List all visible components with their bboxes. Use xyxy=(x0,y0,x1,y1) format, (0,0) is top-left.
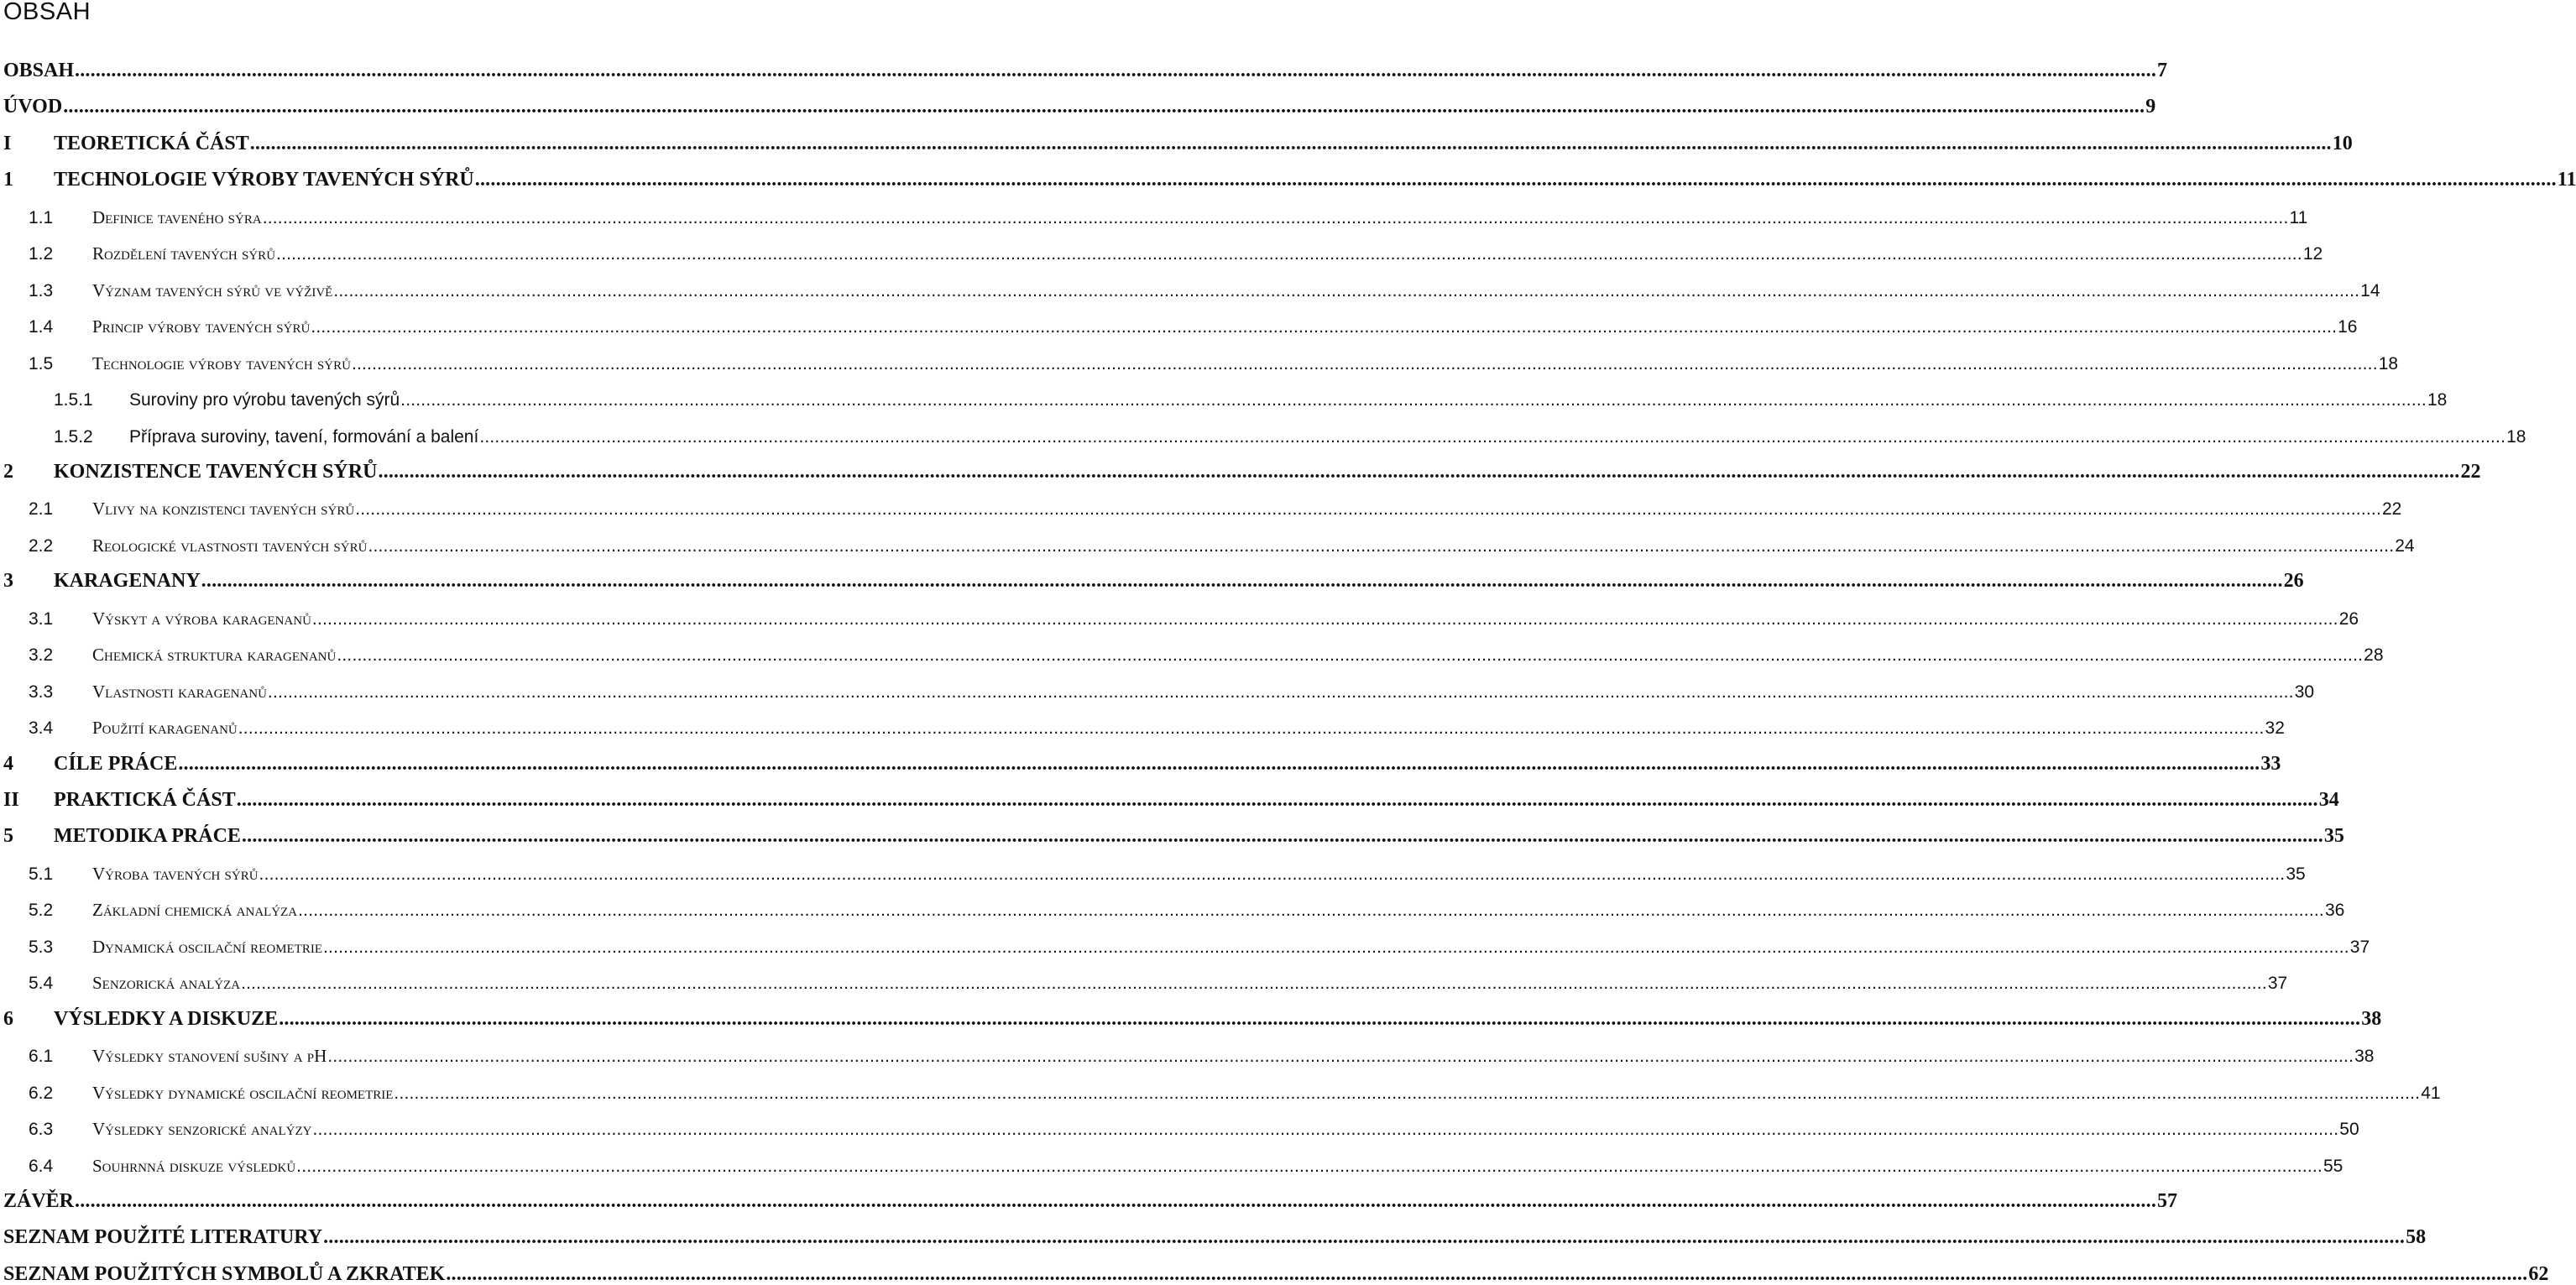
dot-leader: ................................................................................................................................................................................................................................................................................................................................................................................................................ xyxy=(236,789,2318,811)
toc-entry-title: KONZISTENCE TAVENÝCH SÝRŮ xyxy=(54,460,378,483)
toc-entry[interactable] xyxy=(0,674,2315,702)
toc-entry-page: 11 xyxy=(2289,207,2308,227)
toc-entry[interactable] xyxy=(0,455,2481,483)
dot-leader: ................................................................................................................................................................................................................................................................................................................................................................................................................ xyxy=(267,682,2294,702)
toc-entry-title: Suroviny pro výrobu tavených sýrů xyxy=(129,390,400,410)
toc-entry-title: Princip výroby tavených sýrů xyxy=(92,316,311,337)
toc-entry-page: 55 xyxy=(2323,1156,2343,1176)
toc-entry-title: TECHNOLOGIE VÝROBY TAVENÝCH SÝRŮ xyxy=(54,169,474,191)
toc-entry-title: Souhrnná diskuze výsledků xyxy=(92,1155,296,1176)
toc-entry[interactable] xyxy=(0,856,2306,884)
toc-entry[interactable] xyxy=(0,1002,2382,1030)
dot-leader: ................................................................................................................................................................................................................................................................................................................................................................................................................ xyxy=(323,1226,2406,1249)
toc-entry-title: Senzorická analýza xyxy=(92,973,241,994)
toc-entry[interactable] xyxy=(0,309,2358,337)
toc-entry-title: VÝSLEDKY A DISKUZE xyxy=(54,1007,279,1030)
toc-entry-number: 4 xyxy=(3,752,13,775)
toc-entry-page: 9 xyxy=(2145,96,2156,118)
dot-leader: ................................................................................................................................................................................................................................................................................................................................................................................................................ xyxy=(378,460,2460,483)
toc-entry[interactable] xyxy=(0,54,2168,81)
toc-entry-title: PRAKTICKÁ ČÁST xyxy=(54,789,236,811)
toc-entry[interactable] xyxy=(0,163,2576,191)
toc-entry-title: Chemická struktura karagenanů xyxy=(92,645,337,666)
toc-entry[interactable] xyxy=(0,382,2448,410)
toc-entry[interactable] xyxy=(0,1038,2375,1067)
toc-entry-page: 12 xyxy=(2302,244,2323,264)
toc-entry[interactable] xyxy=(0,1111,2359,1140)
toc-entry-page: 22 xyxy=(2381,499,2402,520)
toc-entry[interactable] xyxy=(0,710,2285,739)
toc-entry-page: 14 xyxy=(2360,280,2380,300)
dot-leader: ................................................................................................................................................................................................................................................................................................................................................................................................................ xyxy=(327,1047,2354,1067)
dot-leader: ................................................................................................................................................................................................................................................................................................................................................................................................................ xyxy=(446,1262,2528,1285)
toc-entry-page: 11 xyxy=(2557,169,2576,191)
toc-entry[interactable] xyxy=(0,1220,2427,1249)
toc-entry-title: TEORETICKÁ ČÁST xyxy=(54,132,249,154)
toc-entry-page: 58 xyxy=(2406,1226,2427,1249)
toc-entry[interactable] xyxy=(0,491,2402,520)
toc-entry-page: 24 xyxy=(2395,535,2415,556)
toc-entry-number: 3.3 xyxy=(29,682,54,702)
toc-entry-number: 6.3 xyxy=(29,1120,54,1140)
toc-entry-number: 1.5 xyxy=(29,353,54,373)
toc-entry[interactable] xyxy=(0,783,2339,811)
toc-entry-page: 38 xyxy=(2361,1007,2382,1030)
dot-leader: ................................................................................................................................................................................................................................................................................................................................................................................................................ xyxy=(178,752,2260,775)
dot-leader: ................................................................................................................................................................................................................................................................................................................................................................................................................ xyxy=(75,60,2157,81)
dot-leader: ................................................................................................................................................................................................................................................................................................................................................................................................................ xyxy=(323,937,2349,957)
dot-leader: ................................................................................................................................................................................................................................................................................................................................................................................................................ xyxy=(474,169,2557,191)
toc-entry[interactable] xyxy=(0,419,2526,447)
toc-entry-title: Technologie výroby tavených sýrů xyxy=(92,353,351,373)
toc-entry[interactable] xyxy=(0,528,2415,556)
toc-entry-page: 18 xyxy=(2506,426,2526,447)
toc-entry-number: 1.5.2 xyxy=(54,426,93,447)
toc-entry[interactable] xyxy=(0,819,2344,848)
toc-entry-title: Reologické vlastnosti tavených sýrů xyxy=(92,535,368,556)
dot-leader: ................................................................................................................................................................................................................................................................................................................................................................................................................ xyxy=(241,974,2267,994)
dot-leader: ................................................................................................................................................................................................................................................................................................................................................................................................................ xyxy=(355,499,2381,520)
toc-entry-page: 35 xyxy=(2323,825,2344,848)
toc-entry-title: ZÁVĚR xyxy=(3,1189,75,1212)
toc-entry-page: 34 xyxy=(2318,789,2339,811)
toc-entry-title: SEZNAM POUŽITÉ LITERATURY xyxy=(3,1226,323,1249)
toc-entry-title: OBSAH xyxy=(3,60,75,81)
toc-entry[interactable] xyxy=(0,929,2370,957)
dot-leader: ................................................................................................................................................................................................................................................................................................................................................................................................................ xyxy=(311,317,2338,337)
toc-entry[interactable] xyxy=(0,564,2304,593)
toc-entry[interactable] xyxy=(0,965,2288,994)
toc-entry[interactable] xyxy=(0,637,2384,666)
toc-entry-title: Výroba tavených sýrů xyxy=(92,863,259,884)
toc-entry[interactable] xyxy=(0,892,2345,921)
toc-entry-page: 50 xyxy=(2339,1120,2359,1140)
dot-leader: ................................................................................................................................................................................................................................................................................................................................................................................................................ xyxy=(63,96,2145,118)
toc-entry-title: ÚVOD xyxy=(3,96,63,118)
toc-entry-page: 10 xyxy=(2332,132,2353,154)
dot-leader: ................................................................................................................................................................................................................................................................................................................................................................................................................ xyxy=(201,570,2283,593)
toc-entry-number: II xyxy=(3,789,19,811)
dot-leader: ................................................................................................................................................................................................................................................................................................................................................................................................................ xyxy=(479,426,2506,447)
toc-entry-page: 26 xyxy=(2283,570,2304,593)
toc-entry-title: Základní chemická analýza xyxy=(92,900,298,921)
toc-entry-page: 18 xyxy=(2427,390,2448,410)
toc-entry-number: 6 xyxy=(3,1007,13,1030)
toc-entry[interactable] xyxy=(0,127,2353,154)
dot-leader: ................................................................................................................................................................................................................................................................................................................................................................................................................ xyxy=(337,645,2364,666)
toc-entry-title: SEZNAM POUŽITÝCH SYMBOLŮ A ZKRATEK xyxy=(3,1262,446,1285)
toc-entry-page: 37 xyxy=(2349,937,2370,957)
dot-leader: ................................................................................................................................................................................................................................................................................................................................................................................................................ xyxy=(75,1189,2157,1212)
toc-entry-page: 28 xyxy=(2364,645,2384,666)
toc-entry-number: 1.4 xyxy=(29,317,54,337)
dot-leader: ................................................................................................................................................................................................................................................................................................................................................................................................................ xyxy=(333,280,2360,300)
toc-entry-number: 3 xyxy=(3,570,13,593)
toc-entry[interactable] xyxy=(0,346,2399,373)
toc-entry-page: 16 xyxy=(2338,317,2358,337)
dot-leader: ................................................................................................................................................................................................................................................................................................................................................................................................................ xyxy=(351,353,2378,373)
toc-entry[interactable] xyxy=(0,236,2323,264)
toc-entry[interactable] xyxy=(0,1257,2549,1285)
toc-entry-number: 3.4 xyxy=(29,718,54,739)
toc-entry-title: KARAGENANY xyxy=(54,570,201,593)
dot-leader: ................................................................................................................................................................................................................................................................................................................................................................................................................ xyxy=(259,864,2286,884)
toc-entry-number: 5.3 xyxy=(29,937,54,957)
toc-entry-number: 6.2 xyxy=(29,1083,54,1103)
toc-entry-title: Rozdělení tavených sýrů xyxy=(92,243,276,264)
toc-entry-page: 18 xyxy=(2378,353,2399,373)
toc-entry-number: 2.1 xyxy=(29,499,54,520)
toc-entry-number: 5.4 xyxy=(29,974,54,994)
toc-entry-number: 2 xyxy=(3,460,13,483)
toc-entry-number: 1.2 xyxy=(29,244,54,264)
dot-leader: ................................................................................................................................................................................................................................................................................................................................................................................................................ xyxy=(249,132,2332,154)
toc-entry-title: Výsledky stanovení sušiny a pH xyxy=(92,1046,327,1067)
dot-leader: ................................................................................................................................................................................................................................................................................................................................................................................................................ xyxy=(241,825,2323,848)
toc-entry[interactable] xyxy=(0,200,2308,227)
toc-entry-number: 1.5.1 xyxy=(54,390,93,410)
toc-entry-page: 33 xyxy=(2260,752,2281,775)
toc-entry-title: Definice taveného sýra xyxy=(92,206,262,227)
toc-entry-title: Výsledky senzorické analýzy xyxy=(92,1119,312,1140)
toc-entry-number: 3.1 xyxy=(29,609,54,629)
toc-entry-page: 7 xyxy=(2157,60,2168,81)
toc-entry-title: Použití karagenanů xyxy=(92,718,238,739)
toc-entry-page: 41 xyxy=(2421,1083,2441,1103)
toc-entry-title: Dynamická oscilační reometrie xyxy=(92,936,322,957)
dot-leader: ................................................................................................................................................................................................................................................................................................................................................................................................................ xyxy=(279,1007,2361,1030)
dot-leader: ................................................................................................................................................................................................................................................................................................................................................................................................................ xyxy=(276,244,2302,264)
toc-entry-number: 1 xyxy=(3,169,13,191)
toc-entry-title: Význam tavených sýrů ve výživě xyxy=(92,279,333,300)
toc-entry[interactable] xyxy=(0,1075,2441,1103)
toc-entry[interactable] xyxy=(0,90,2156,118)
toc-entry-number: 6.1 xyxy=(29,1047,54,1067)
toc-entry-number: I xyxy=(3,132,12,154)
toc-entry-page: 30 xyxy=(2294,682,2315,702)
toc-entry[interactable] xyxy=(0,601,2359,629)
toc-entry-number: 6.4 xyxy=(29,1156,54,1176)
toc-entry-page: 38 xyxy=(2354,1047,2375,1067)
toc-entry-number: 1.3 xyxy=(29,280,54,300)
toc-entry-page: 62 xyxy=(2528,1262,2549,1285)
toc-entry-page: 32 xyxy=(2265,718,2285,739)
dot-leader: ................................................................................................................................................................................................................................................................................................................................................................................................................ xyxy=(262,207,2289,227)
dot-leader: ................................................................................................................................................................................................................................................................................................................................................................................................................ xyxy=(394,1083,2421,1103)
toc-entry[interactable] xyxy=(0,1184,2178,1212)
toc-entry-page: 35 xyxy=(2286,864,2306,884)
toc-entry-title: CÍLE PRÁCE xyxy=(54,752,178,775)
toc-entry-page: 57 xyxy=(2157,1189,2178,1212)
toc-entry-title: Výskyt a výroba karagenanů xyxy=(92,608,311,629)
dot-leader: ................................................................................................................................................................................................................................................................................................................................................................................................................ xyxy=(368,535,2395,556)
toc-entry-title: Výsledky dynamické oscilační reometrie xyxy=(92,1082,394,1103)
toc-entry-page: 36 xyxy=(2324,901,2345,921)
toc-entry-number: 5.2 xyxy=(29,901,54,921)
toc-entry-number: 5 xyxy=(3,825,13,848)
toc-entry-number: 2.2 xyxy=(29,535,54,556)
page-title: OBSAH xyxy=(3,0,91,25)
toc-entry-number: 5.1 xyxy=(29,864,54,884)
toc-entry-page: 26 xyxy=(2338,609,2359,629)
dot-leader: ................................................................................................................................................................................................................................................................................................................................................................................................................ xyxy=(311,609,2338,629)
toc-entry-title: Vlivy na konzistenci tavených sýrů xyxy=(92,499,355,520)
dot-leader: ................................................................................................................................................................................................................................................................................................................................................................................................................ xyxy=(298,901,2324,921)
toc-entry[interactable] xyxy=(0,1148,2343,1176)
toc-entry-title: Příprava suroviny, tavení, formování a balení xyxy=(129,426,479,447)
toc-entry-title: Vlastnosti karagenanů xyxy=(92,681,267,702)
dot-leader: ................................................................................................................................................................................................................................................................................................................................................................................................................ xyxy=(238,718,2265,739)
dot-leader: ................................................................................................................................................................................................................................................................................................................................................................................................................ xyxy=(312,1120,2339,1140)
toc-entry-page: 22 xyxy=(2460,460,2481,483)
toc-entry-number: 1.1 xyxy=(29,207,54,227)
toc-entry-page: 37 xyxy=(2267,974,2288,994)
dot-leader: ................................................................................................................................................................................................................................................................................................................................................................................................................ xyxy=(296,1156,2323,1176)
dot-leader: ................................................................................................................................................................................................................................................................................................................................................................................................................ xyxy=(400,390,2427,410)
toc-entry-title: METODIKA PRÁCE xyxy=(54,825,241,848)
toc-entry[interactable] xyxy=(0,747,2281,775)
toc-entry[interactable] xyxy=(0,273,2380,300)
toc-entry-number: 3.2 xyxy=(29,645,54,666)
